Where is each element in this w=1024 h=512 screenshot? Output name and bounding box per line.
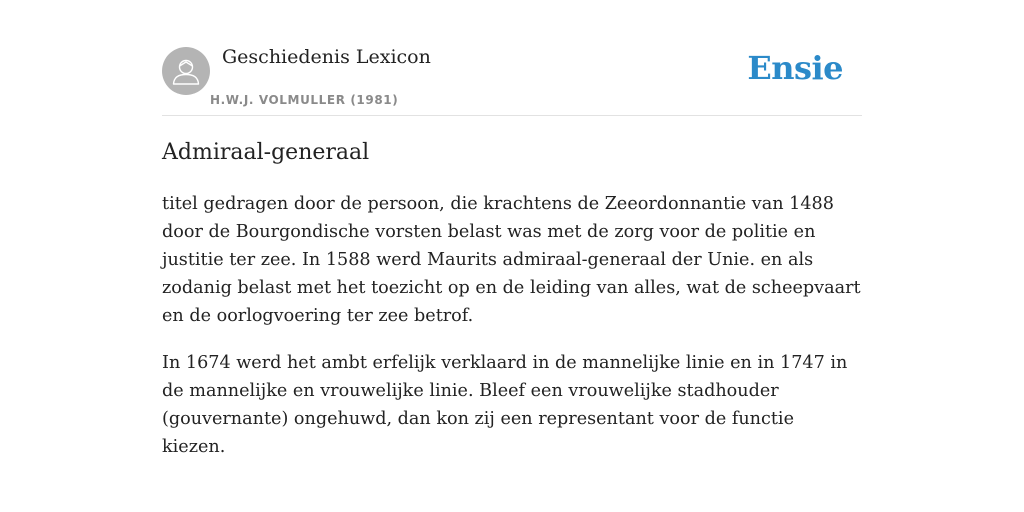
source-title-link[interactable]: Geschiedenis Lexicon <box>222 46 431 68</box>
article <box>162 140 862 461</box>
article-title: Admiraal-generaal <box>162 140 370 165</box>
author-link[interactable]: H.W.J. VOLMULLER (1981) <box>210 93 399 107</box>
brand-logo-link[interactable]: Ensie <box>747 49 843 87</box>
source-header <box>162 40 862 116</box>
user-placeholder-icon[interactable] <box>162 47 210 95</box>
article-paragraph: titel gedragen door de persoon, die krachtens de Zeeordonnantie van 1488 door de Bourgondische vorsten belast was met de zorg voor de politie en justitie ter zee. In 1588 werd Maurits admiraal-generaal der Unie. en als zodanig belast met het toezicht op en de leiding van alles, wat de scheepvaart en de oorlogvoering ter zee betrof. <box>162 194 861 326</box>
article-paragraph: In 1674 werd het ambt erfelijk verklaard in de mannelijke linie en in 1747 in de mannelijke en vrouwelijke linie. Bleef een vrouwelijke stadhouder (gouvernante) ongehuwd, dan kon zij een representant voor de functie kiezen. <box>162 353 848 457</box>
